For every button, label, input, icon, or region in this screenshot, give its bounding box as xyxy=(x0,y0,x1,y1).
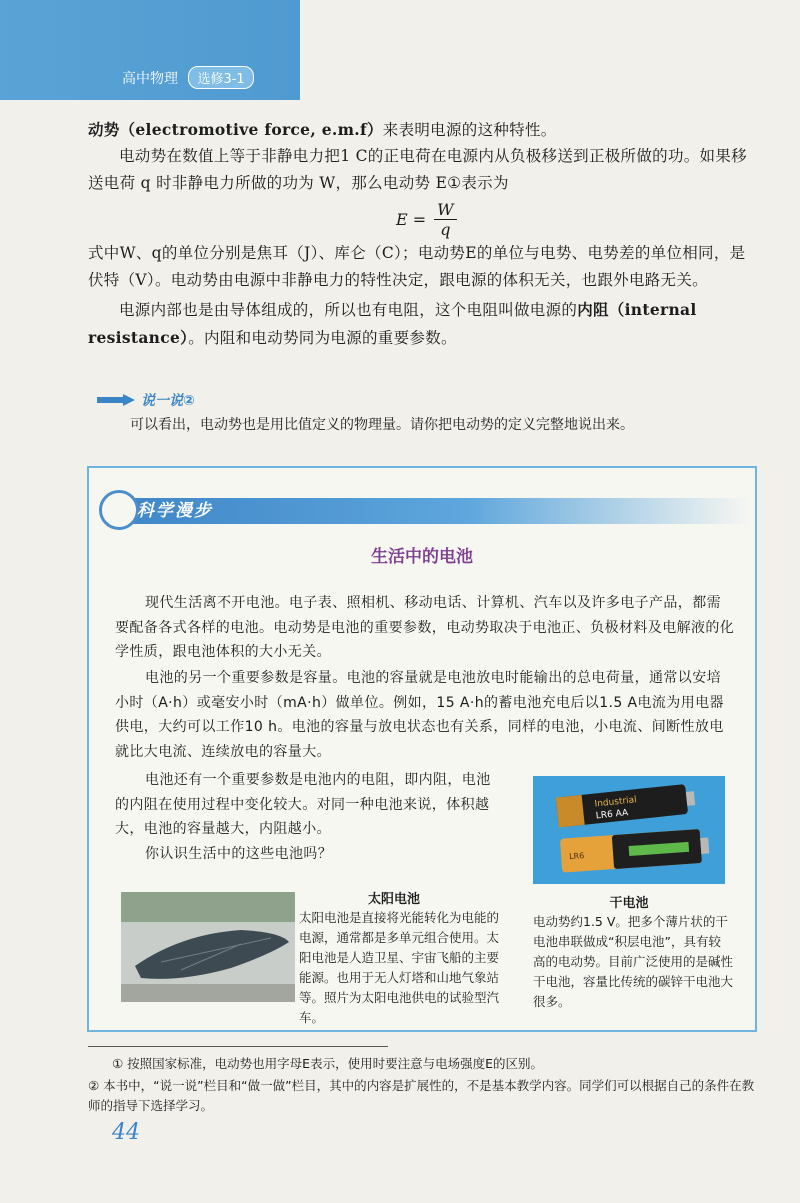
battery-brand-label: Industrial xyxy=(594,795,638,810)
science-box xyxy=(87,466,757,1032)
dry-battery-title: 干电池 xyxy=(609,896,649,911)
box-title: 生活中的电池 xyxy=(371,547,473,567)
shuo-yi-shuo-heading xyxy=(97,390,195,410)
formula-denominator: q xyxy=(440,220,451,239)
section-banner xyxy=(119,498,751,524)
formula-lhs: E = xyxy=(396,210,427,229)
footnote-1: ① 按照国家标准，电动势也用字母E表示，使用时要注意与电场强度E的区别。 xyxy=(112,1056,543,1071)
solar-battery-title: 太阳电池 xyxy=(367,892,420,907)
units-paragraph: 式中W、q的单位分别是焦耳（J）、库仑（C）；电动势E的单位与电势、电势差的单位相同，是伏特（V）。电动势由电源中非静电力的特性决定，跟电源的体积无关，也跟外电路无关。 xyxy=(88,244,746,289)
running-header xyxy=(122,66,254,89)
shuo-label: 说一说② xyxy=(141,393,195,409)
footnote-divider xyxy=(88,1046,388,1047)
footnote-2: ② 本书中，“说一说”栏目和“做一做”栏目，其中的内容是扩展性的，不是基本教学内容。同学们可以根据自己的条件在教师的指导下选择学习。 xyxy=(88,1078,755,1113)
arrow-icon xyxy=(97,394,135,406)
box-paragraph-3: 电池还有一个重要参数是电池内的电阻，即内阻，电池的内阻在使用过程中变化较大。对同一种电池来说，体积越大，电池的容量越大，内阻越小。 xyxy=(115,772,491,837)
battery-top-label: LR6 AA xyxy=(595,808,629,822)
box-paragraph-4: 你认识生活中的这些电池吗？ xyxy=(145,846,333,862)
box-paragraph-1: 现代生活离不开电池。电子表、照相机、移动电话、计算机、汽车以及许多电子产品，都需要配备各式各样的电池。电动势是电池的重要参数，电动势取决于电池正、负极材料及电解液的化学性质，跟电池体积的大小无关。 xyxy=(115,595,735,660)
ir-term: 内阻（internal resistance） xyxy=(88,300,697,347)
battery-illustration xyxy=(533,776,725,884)
formula-numerator: W xyxy=(434,200,456,220)
internal-resistance-paragraph xyxy=(88,296,760,352)
page-number: 44 xyxy=(112,1120,140,1145)
shuo-text: 可以看出，电动势也是用比值定义的物理量。请你把电动势的定义完整地说出来。 xyxy=(130,417,634,433)
section-title: 科学漫步 xyxy=(137,501,213,521)
book-title: 高中物理 xyxy=(122,71,178,87)
banner-circle-icon xyxy=(99,490,139,530)
volume-badge: 选修3-1 xyxy=(188,66,253,89)
solar-battery-text: 太阳电池是直接将光能转化为电能的电源，通常都是多单元组合使用。太阳电池是人造卫星、宇宙飞船的主要能源。也用于无人灯塔和山地气象站等。照片为太阳电池供电的试验型汽车。 xyxy=(299,910,500,1025)
battery-bottom-label: LR6 xyxy=(568,851,585,862)
ir-before: 电源内部也是由导体组成的，所以也有电阻，这个电阻叫做电源的 xyxy=(119,301,578,319)
intro-rest: 来表明电源的这种特性。 xyxy=(382,121,557,139)
solar-car-illustration xyxy=(121,892,295,1002)
emf-term: 动势（electromotive force, e.m.f） xyxy=(88,120,383,139)
solar-car-photo xyxy=(121,892,295,1002)
ir-after: 。内阻和电动势同为电源的重要参数。 xyxy=(188,329,457,347)
formula-fraction xyxy=(434,200,456,239)
dry-battery-photo xyxy=(533,776,725,884)
emf-formula xyxy=(396,200,457,239)
box-paragraph-2: 电池的另一个重要参数是容量。电池的容量就是电池放电时能输出的总电荷量，通常以安培小时（A·h）或毫安小时（mA·h）做单位。例如，15 A·h的蓄电池充电后以1.5 A电流为用电器供电，大约可以工作10 h。电池的容量与放电状态也有关系，同样的电池，小电流、间断性放电就比大电流、连续放电的容量大。 xyxy=(115,670,724,760)
intro-line xyxy=(88,116,760,144)
dry-battery-text: 电动势约1.5 V。把多个薄片状的干电池串联做成“积层电池”，具有较高的电动势。目前广泛使用的是碱性干电池，容量比传统的碳锌干电池大很多。 xyxy=(533,914,734,1009)
emf-definition: 电动势在数值上等于非静电力把1 C的正电荷在电源内从负极移送到正极所做的功。如果移送电荷 q 时非静电力所做的功为 W，那么电动势 E①表示为 xyxy=(88,147,747,192)
